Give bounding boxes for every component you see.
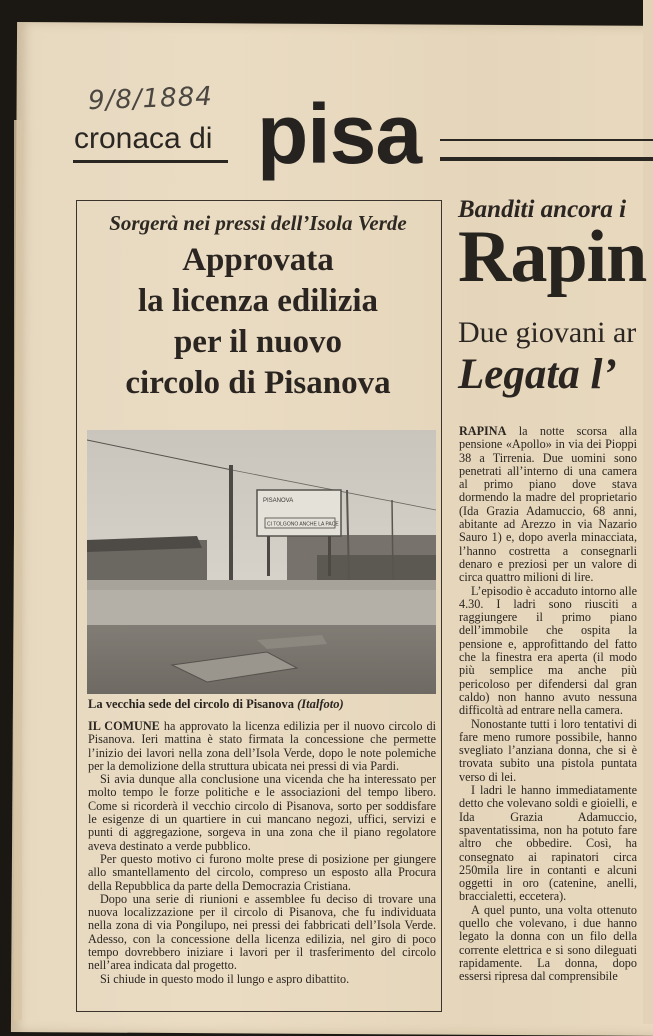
paragraph: A quel punto, una volta ottenuto quello che volevano, i due hanno legato la donna con un filo della corrente elettrica e si sono dileguati rapidamente. La donna, dopo essersi ripresa dal comprensibile [459, 902, 637, 984]
right-article-headline: Rapin [458, 216, 647, 298]
lead-caps: RAPINA [459, 424, 507, 438]
paragraph: Per questo motivo ci furono molte prese di posizione per giungere allo smantellamento del circolo, compreso un esposto alla Procura della Repubblica da parte della Democrazia Cristiana. [88, 851, 436, 893]
article-photo [87, 430, 436, 694]
headline-line: circolo di Pisanova [125, 365, 391, 401]
handwritten-date: 9/8/1884 [87, 81, 214, 117]
paragraph: L’episodio è accaduto intorno alle 4.30. I ladri sono riusciti a raggiungere il primo piano dell’immobile che ospita la pensione e, approfittando del fatto che la finestra era aperta (il modo più semplice ma anche più pericoloso per difendersi dal gran caldo) non hanno avuto nessuna difficoltà ad entrare nella camera. [459, 583, 637, 718]
paragraph: Si chiude in questo modo il lungo e aspro dibattito. [100, 971, 350, 986]
headline-line: la licenza edilizia [137, 283, 379, 319]
paragraph [459, 425, 637, 585]
headline-line: per il nuovo [173, 324, 343, 360]
paragraph: Si avia dunque alla conclusione una vicenda che ha interessato per molto tempo le forze politiche e le associazioni del tempo libero. Come si ricorderà il vecchio circolo di Pisanova, sorto per soddisfare le esigenze di un quartiere in cui mancano negozi, uffici, servizi e punti di aggregazione, sorgeva in una zona che il piano regolatore aveva destinato a verde pubblico. [88, 772, 436, 853]
right-article-subhead-2: Legata l’ [458, 351, 617, 398]
right-article-kicker: Banditi ancora i [458, 196, 627, 223]
right-article-subhead: Due giovani ar [458, 316, 637, 349]
sign-text-1: PISANOVA [263, 498, 294, 504]
sign-text-2: CI TOLGONO ANCHE LA PACE [267, 521, 339, 528]
lead-caps: IL COMUNE [88, 719, 160, 733]
paragraph [88, 720, 436, 773]
photo-illustration [87, 430, 436, 694]
headline-line: Approvata [182, 242, 334, 278]
paragraph-text: la notte scorsa alla pensione «Apollo» in via dei Pioppi 38 a Tirrenia. Due uomini sono penetrati all’interno di una camera al primo piano dove stava dormendo la madre del proprietario (Ida Grazia Adamuccio, 68 anni, abitante ad Arezzo in via Nazario Sauro 1) e, dopo averla minacciata, l’hanno costretta a consegnarli denaro e preziosi per un valore di circa quattro milioni di lire. [459, 424, 637, 585]
photo-caption [88, 697, 436, 712]
paragraph: Dopo una serie di riunioni e assemblee fu deciso di trovare una nuova localizzazione per il circolo di Pisanova, che fu individuata nella zona di via Pongilupo, nei pressi dei fabbricati dell’Isola Verde. Adesso, con la concessione della licenza edilizia, nel giro di poco tempo dovrebbero iniziare i lavori per il trasferimento del circolo nell’area indicata dal progetto. [88, 891, 436, 973]
section-name: pisa [257, 87, 422, 181]
paragraph: Nonostante tutti i loro tentativi di fare meno rumore possibile, hanno svegliato l’anziana donna, che si è trovata subito una pistola puntata verso di lei. [459, 716, 637, 784]
left-article-kicker: Sorgerà nei pressi dell’Isola Verde [109, 211, 407, 235]
right-article-body [459, 425, 637, 983]
paragraph-text: ha approvato la licenza edilizia per il nuovo circolo di Pisanova. Ieri mattina è stato firmata la concessione che permette l’inizio dei lavori nella zona dell’Isola Verde, dopo le note polemiche per la demolizione della struttura ubicata nei pressi di via Pardi. [88, 719, 437, 773]
section-rule-right [440, 157, 653, 161]
left-article-body [88, 720, 436, 986]
left-article-headline [90, 240, 426, 404]
page-right-edge [643, 0, 653, 1024]
photo-credit: (Italfoto) [297, 697, 344, 711]
section-rule-left [73, 160, 228, 163]
caption-text: La vecchia sede del circolo di Pisanova [88, 697, 295, 711]
underlying-page-edge [14, 120, 22, 1020]
section-rule-right-thin [440, 139, 653, 141]
paragraph: I ladri le hanno immediatamente detto che volevano soldi e gioielli, e Ida Grazia Adamuccio, spaventatissima, non ha potuto fare altro che obbedire. Così, ha consegnato ai rapinatori circa 250mila lire in contanti e alcuni oggetti in oro (catenine, anelli, braccialetti, eccetera). [459, 783, 637, 904]
section-label: cronaca di [74, 122, 213, 155]
